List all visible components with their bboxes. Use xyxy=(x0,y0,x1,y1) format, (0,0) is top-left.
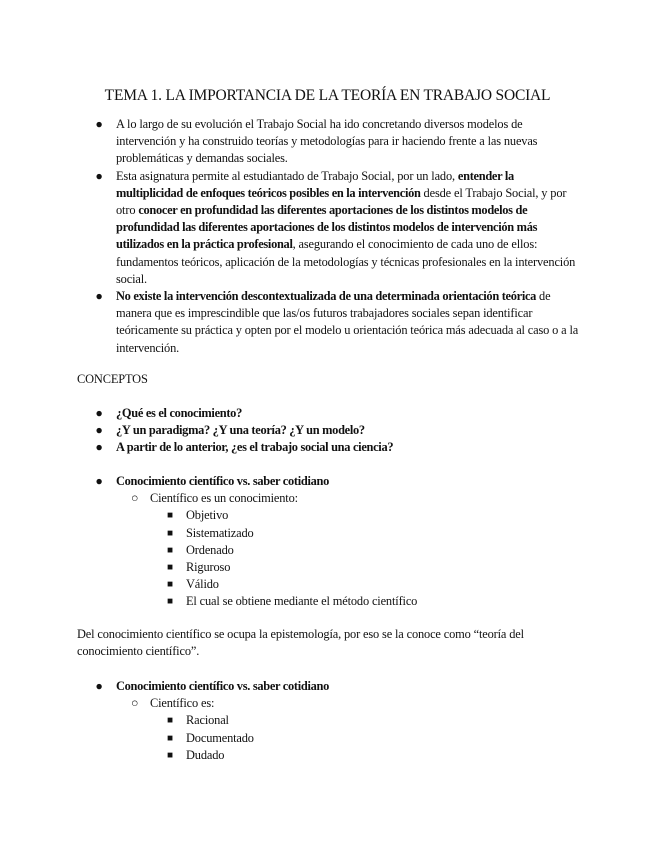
list-item xyxy=(131,490,580,610)
square-bullet-icon: ■ xyxy=(167,562,173,574)
list-item xyxy=(167,712,580,729)
item-text: Sistematizado xyxy=(186,525,254,540)
sub-text: Científico es: xyxy=(150,696,215,711)
bullet-text: desde el Trabajo Social, y por otro xyxy=(116,185,567,218)
bullet-text: de manera que es imprescindible que las/os futuros trabajadores sociales sepan identificar teóricamente su práctica y opten por el modelo u orientación teórica más adecuada al caso o a la intervención. xyxy=(116,289,579,355)
section-1-list xyxy=(0,473,655,611)
bullet-icon: ● xyxy=(95,474,103,488)
question-text: ¿Y un paradigma? ¿Y una teoría? ¿Y un modelo? xyxy=(116,423,365,438)
list-item xyxy=(167,542,580,559)
section-1 xyxy=(0,473,655,611)
list-item xyxy=(167,747,580,764)
item-text: El cual se obtiene mediante el método científico xyxy=(186,594,418,609)
item-text: Ordenado xyxy=(186,542,234,557)
intro-section xyxy=(0,116,655,357)
square-bullet-icon: ■ xyxy=(167,527,173,539)
question-text: A partir de lo anterior, ¿es el trabajo social una ciencia? xyxy=(116,440,394,455)
list-item xyxy=(167,525,580,542)
bullet-icon: ● xyxy=(95,440,103,455)
square-bullet-icon: ■ xyxy=(167,749,173,761)
item-text: Documentado xyxy=(186,730,254,745)
question-text: ¿Qué es el conocimiento? xyxy=(116,406,242,420)
bullet-icon: ● xyxy=(95,406,103,420)
bullet-text: A lo largo de su evolución el Trabajo Social ha ido concretando diversos modelos de intervención y ha construido teorías y metodologías para ir haciendo frente a las nuevas problemáticas y demandas sociales. xyxy=(116,117,538,166)
section-heading: Conocimiento científico vs. saber cotidiano xyxy=(116,679,329,693)
sub-sub-list xyxy=(167,712,580,764)
bold-text: No existe la intervención descontextualizada de una determinada orientación teórica xyxy=(116,289,537,304)
sub-text: Científico es un conocimiento: xyxy=(150,491,298,506)
section-2-list xyxy=(0,678,655,764)
bullet-icon: ● xyxy=(95,289,103,304)
square-bullet-icon: ■ xyxy=(167,544,173,556)
bullet-icon: ● xyxy=(95,117,103,131)
item-text: Objetivo xyxy=(186,508,229,523)
square-bullet-icon: ■ xyxy=(167,596,173,608)
bold-text: conocer en profundidad las diferentes aportaciones de los distintos modelos de profundidad las diferentes aportaciones de los distintos modelos de intervención más utilizados en la práctica profesional xyxy=(116,203,538,252)
list-item xyxy=(0,422,655,439)
list-item xyxy=(0,288,655,357)
list-item xyxy=(0,168,655,288)
list-item xyxy=(0,439,655,456)
page-title: TEMA 1. LA IMPORTANCIA DE LA TEORÍA EN TRABAJO SOCIAL xyxy=(104,87,551,105)
epistemology-paragraph: Del conocimiento científico se ocupa la epistemología, por eso se la conoce como “teoría del conocimiento científico”. xyxy=(77,627,524,659)
circle-bullet-icon: ○ xyxy=(131,696,139,711)
section-heading: Conocimiento científico vs. saber cotidiano xyxy=(116,474,329,488)
square-bullet-icon: ■ xyxy=(167,715,173,727)
section-2 xyxy=(0,678,655,764)
list-item xyxy=(131,695,580,764)
questions-section xyxy=(0,405,655,457)
bullet-text: , asegurando el conocimiento de cada uno de ellos: fundamentos teóricos, aplicación de la metodologías y técnicas profesionales en la intervención social. xyxy=(116,237,576,286)
list-item xyxy=(167,730,580,747)
circle-bullet-icon: ○ xyxy=(131,491,139,506)
list-item xyxy=(167,507,580,524)
list-item xyxy=(167,559,580,576)
intro-list xyxy=(0,116,655,357)
list-item xyxy=(167,593,580,610)
bullet-text: Esta asignatura permite al estudiantado de Trabajo Social, por un lado, xyxy=(116,168,458,183)
bullet-icon: ● xyxy=(95,168,103,183)
sub-list xyxy=(131,695,580,764)
square-bullet-icon: ■ xyxy=(167,732,173,744)
bold-text: entender la multiplicidad de enfoques teóricos posibles en la intervención xyxy=(116,168,514,200)
list-item xyxy=(0,678,655,764)
square-bullet-icon: ■ xyxy=(167,579,173,591)
bullet-icon: ● xyxy=(95,679,103,693)
list-item xyxy=(0,116,655,168)
sub-sub-list xyxy=(167,507,580,610)
item-text: Dudado xyxy=(186,747,225,762)
bullet-icon: ● xyxy=(95,423,103,438)
list-item xyxy=(167,576,580,593)
item-text: Racional xyxy=(186,713,229,728)
item-text: Riguroso xyxy=(186,560,231,575)
questions-list xyxy=(0,405,655,457)
conceptos-heading: CONCEPTOS xyxy=(77,372,148,386)
sub-list xyxy=(131,490,580,610)
list-item xyxy=(0,473,655,611)
list-item xyxy=(0,405,655,422)
item-text: Válido xyxy=(186,577,219,592)
square-bullet-icon: ■ xyxy=(167,510,173,522)
